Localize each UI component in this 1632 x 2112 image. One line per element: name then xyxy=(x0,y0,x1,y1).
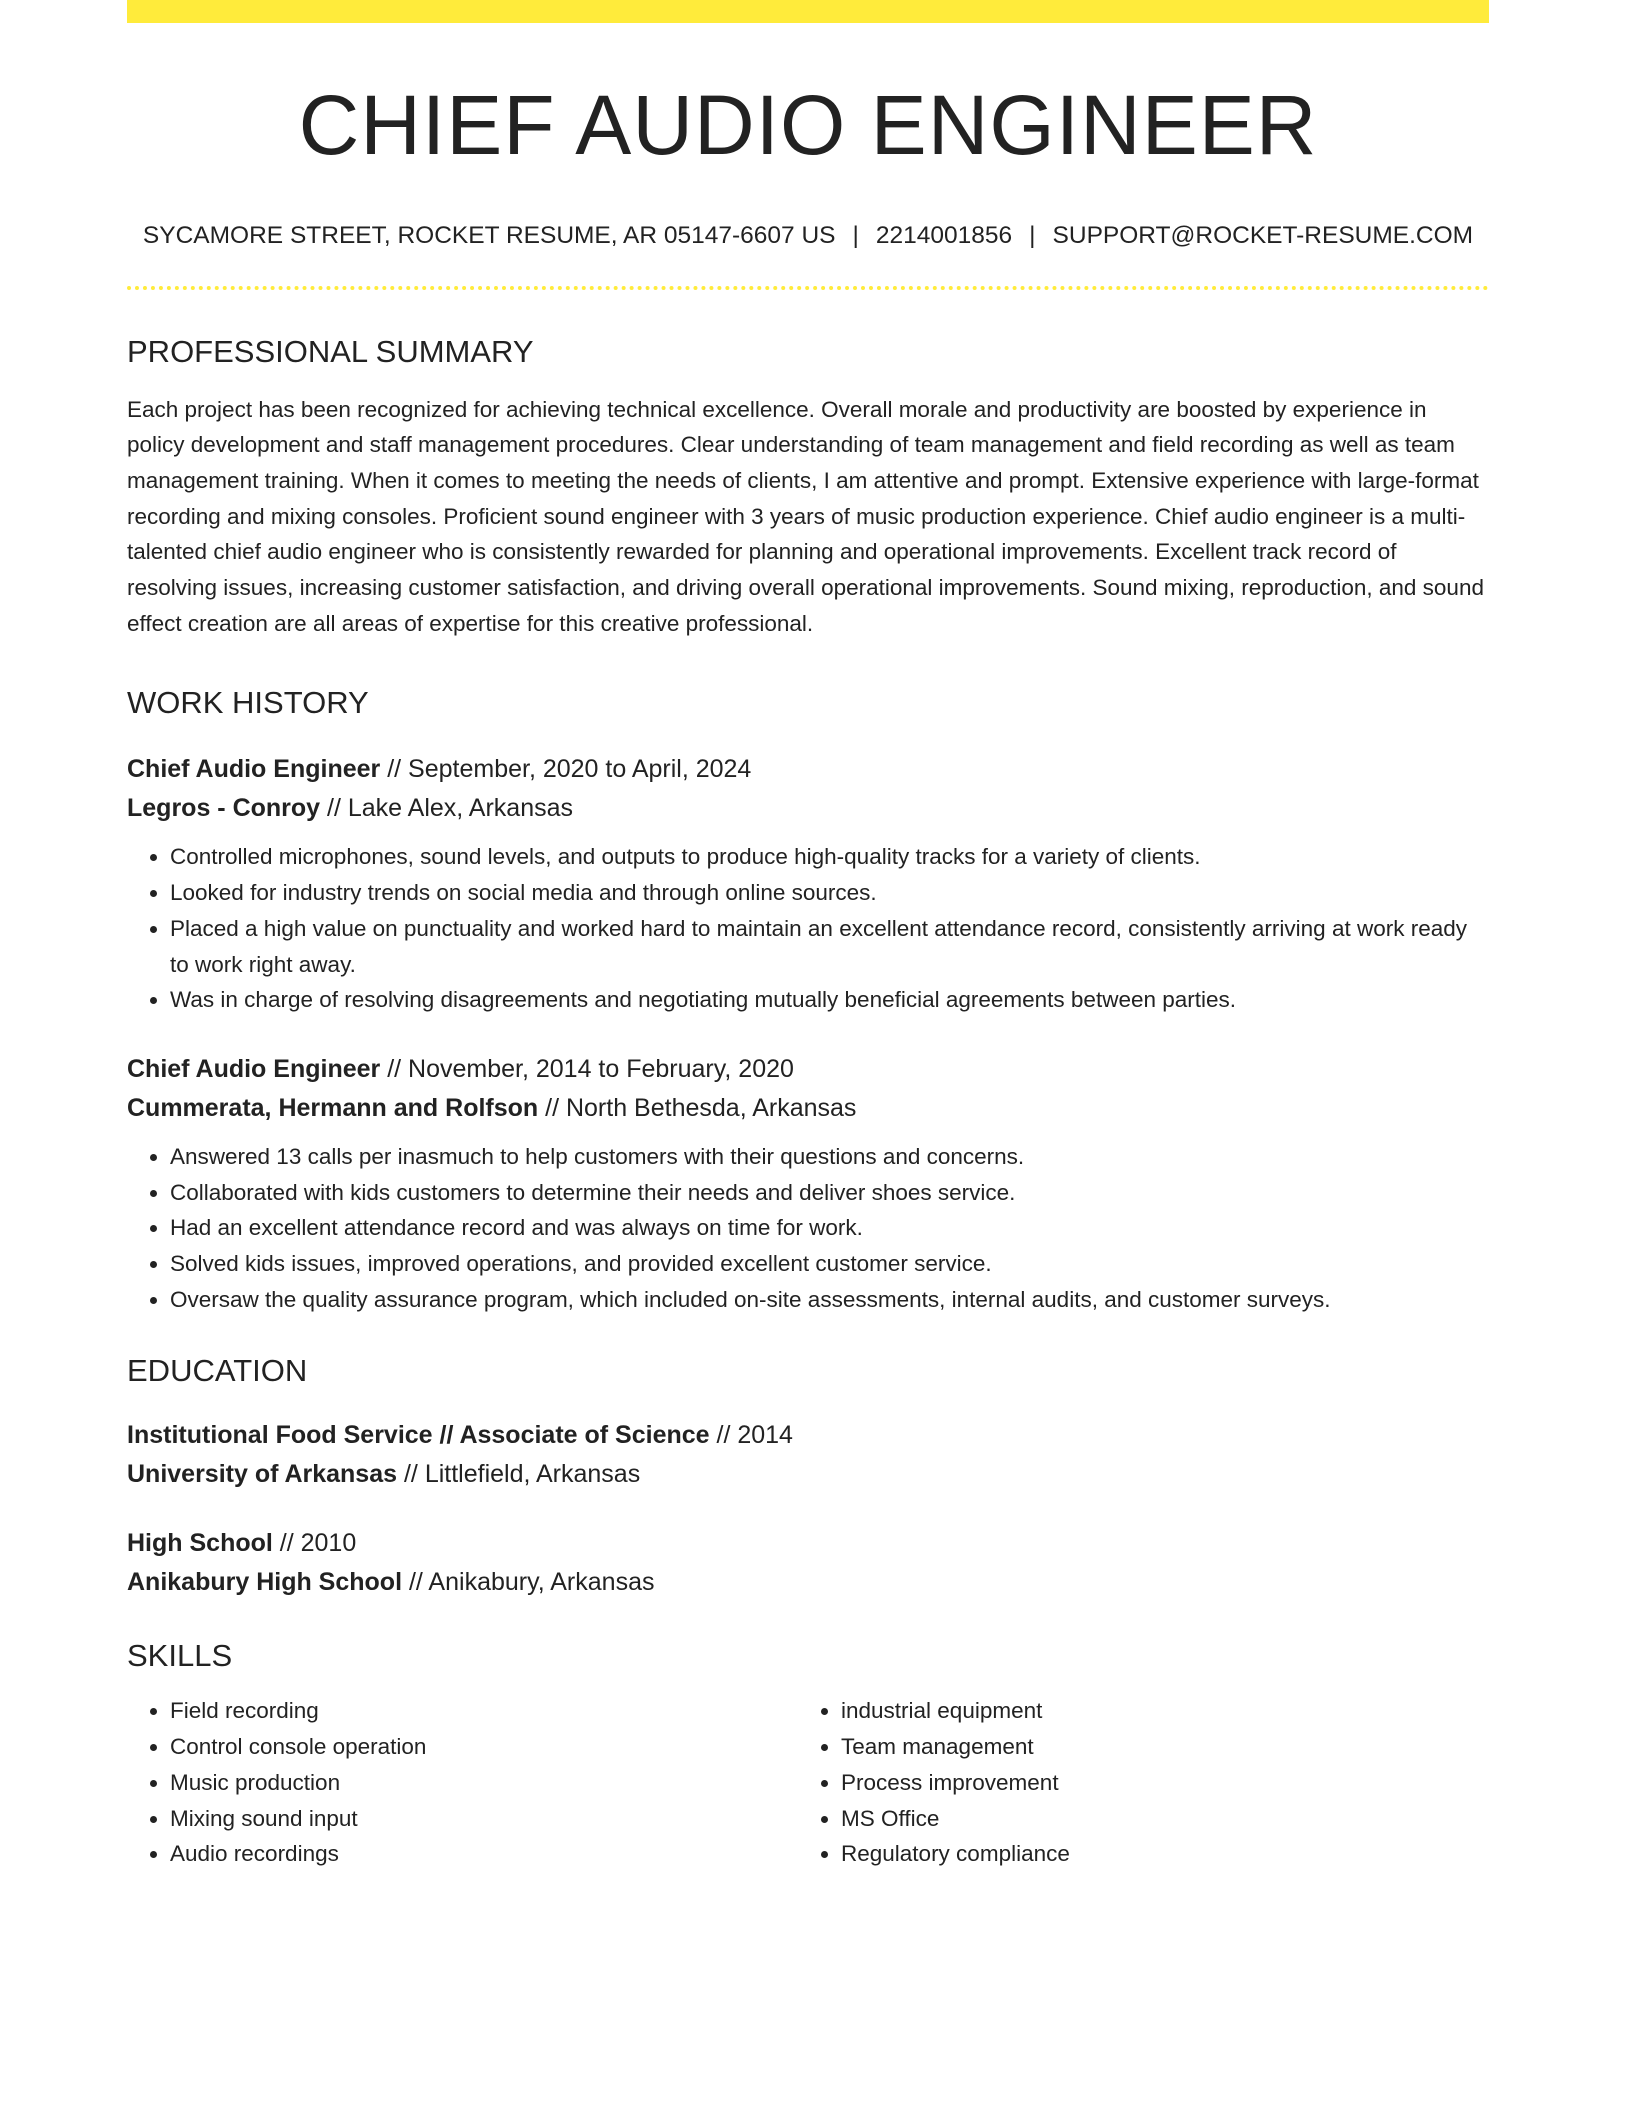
job-location: // Lake Alex, Arkansas xyxy=(320,794,573,823)
job-bullet: • Looked for industry trends on social media and through online sources. xyxy=(170,875,1489,911)
education-school: University of Arkansas xyxy=(127,1460,398,1489)
education-year: // 2014 xyxy=(709,1421,793,1450)
job-bullet: • Was in charge of resolving disagreements and negotiating mutually beneficial agreements between parties. xyxy=(170,982,1489,1018)
job-company: Legros - Conroy xyxy=(127,794,321,823)
education-location: // Anikabury, Arkansas xyxy=(402,1568,655,1597)
job-company: Cummerata, Hermann and Rolfson xyxy=(127,1093,539,1122)
skill-item: • industrial equipment xyxy=(841,1693,1469,1729)
job-bullets xyxy=(127,839,1489,1018)
skill-item: • Team management xyxy=(841,1729,1469,1765)
skill-item: • Regulatory compliance xyxy=(841,1836,1469,1872)
skills-column-right xyxy=(798,1693,1469,1872)
job-bullets xyxy=(127,1139,1489,1318)
job-header xyxy=(127,1050,1489,1128)
job-bullet: • Collaborated with kids customers to determine their needs and deliver shoes service. xyxy=(170,1175,1489,1211)
job-entry xyxy=(127,750,1489,1018)
skill-item: • Control console operation xyxy=(170,1729,798,1765)
skills-column-left xyxy=(127,1693,798,1872)
contact-separator: | xyxy=(1029,222,1036,249)
skills-list xyxy=(127,1693,1489,1872)
job-role: Chief Audio Engineer xyxy=(127,1054,381,1083)
job-entry xyxy=(127,1050,1489,1318)
education-school: Anikabury High School xyxy=(127,1568,403,1597)
job-bullet: • Had an excellent attendance record and was always on time for work. xyxy=(170,1210,1489,1246)
job-bullet: • Solved kids issues, improved operations, and provided excellent customer service. xyxy=(170,1246,1489,1282)
education-heading: EDUCATION xyxy=(127,1353,308,1389)
resume-name: CHIEF AUDIO ENGINEER xyxy=(298,78,1318,172)
skill-item: • Audio recordings xyxy=(170,1836,798,1872)
skills-heading: SKILLS xyxy=(127,1638,233,1674)
skill-item: • MS Office xyxy=(841,1801,1469,1837)
job-location: // North Bethesda, Arkansas xyxy=(538,1093,857,1122)
job-bullet: • Oversaw the quality assurance program, which included on-site assessments, internal audits, and customer surveys. xyxy=(170,1282,1489,1318)
education-entry xyxy=(127,1416,1489,1494)
header-divider xyxy=(127,286,1489,290)
contact-separator: | xyxy=(852,222,859,249)
resume-page xyxy=(127,0,1489,1872)
job-bullet: • Controlled microphones, sound levels, and outputs to produce high-quality tracks for a variety of clients. xyxy=(170,839,1489,875)
job-dates: // September, 2020 to April, 2024 xyxy=(380,755,752,784)
skill-item: • Music production xyxy=(170,1765,798,1801)
skill-item: • Mixing sound input xyxy=(170,1801,798,1837)
contact-email[interactable]: SUPPORT@ROCKET-RESUME.COM xyxy=(1052,222,1474,249)
work-history-heading: WORK HISTORY xyxy=(127,685,369,721)
job-bullet: • Placed a high value on punctuality and worked hard to maintain an excellent attendance record, consistently arriving at work ready to work right away. xyxy=(170,911,1489,982)
education-entry xyxy=(127,1524,1489,1602)
education-location: // Littlefield, Arkansas xyxy=(397,1460,641,1489)
education-degree: High School xyxy=(127,1529,273,1558)
top-accent-bar xyxy=(127,0,1489,23)
job-role: Chief Audio Engineer xyxy=(127,755,381,784)
skill-item: • Field recording xyxy=(170,1693,798,1729)
education-degree: Institutional Food Service // Associate of Science xyxy=(127,1421,710,1450)
summary-text: Each project has been recognized for achieving technical excellence. Overall morale and productivity are boosted by experience in policy development and staff management procedures. Clear understanding of team management and field recording as well as team management training. When it comes to meeting the needs of clients, I am attentive and prompt. Extensive experience with large-format recording and mixing consoles. Proficient sound engineer with 3 years of music production experience. Chief audio engineer is a multi-talented chief audio engineer who is consistently rewarded for planning and operational improvements. Excellent track record of resolving issues, increasing customer satisfaction, and driving overall operational improvements. Sound mixing, reproduction, and sound effect creation are all areas of expertise for this creative professional. xyxy=(127,396,1484,636)
contact-phone[interactable]: 2214001856 xyxy=(875,222,1013,249)
summary-heading: PROFESSIONAL SUMMARY xyxy=(127,333,534,369)
job-header xyxy=(127,750,1489,828)
contact-address: SYCAMORE STREET, ROCKET RESUME, AR 05147-6607 US xyxy=(142,222,836,249)
job-bullet: • Answered 13 calls per inasmuch to help customers with their questions and concerns. xyxy=(170,1139,1489,1175)
skill-item: • Process improvement xyxy=(841,1765,1469,1801)
education-year: // 2010 xyxy=(272,1529,357,1558)
job-dates: // November, 2014 to February, 2020 xyxy=(380,1054,794,1083)
contact-line xyxy=(127,224,1489,249)
